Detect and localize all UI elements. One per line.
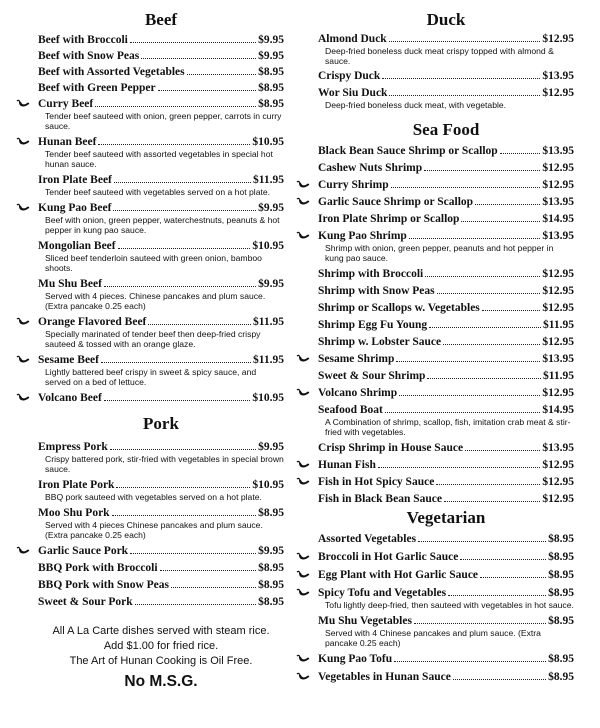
menu-item-line [318,458,574,472]
menu-item-line [318,475,574,489]
dot-leader [148,316,251,325]
dot-leader [135,596,256,605]
item-price: $13.95 [542,145,574,157]
menu-item [38,595,284,609]
menu-item [318,532,574,546]
dot-leader [429,319,541,328]
item-price: $8.95 [548,653,574,665]
dot-leader [95,98,256,107]
item-name: Mu Shu Vegetables [318,615,412,627]
item-description: Sliced beef tenderloin sauteed with green onion, bamboo shoots. [45,253,262,273]
item-name: Assorted Vegetables [318,533,417,545]
item-name: BBQ Pork with Snow Peas [38,579,169,591]
menu-item [318,386,574,400]
menu-item-line [38,353,284,367]
item-name: Almond Duck [318,33,387,45]
menu-item [318,69,574,83]
item-price: $11.95 [253,354,284,366]
footer-note: The Art of Hunan Cooking is Oil Free. [69,655,253,667]
item-name: Hunan Beef [38,136,97,148]
menu-item [38,315,284,349]
dot-leader [453,671,546,680]
menu-item-line [318,195,574,209]
item-price: $9.95 [258,50,284,62]
item-description: Deep-fried boneless duck meat, with vegetable. [325,100,507,110]
menu-item [318,318,574,332]
dot-leader [160,562,257,571]
dot-leader [448,587,546,596]
no-msg-label: No M.S.G. [124,673,198,690]
item-price: $11.95 [543,370,574,382]
menu-item [318,670,574,684]
item-price: $8.95 [258,82,284,94]
dot-leader [389,87,540,96]
item-description: Tender beef sauteed with onion, green pepper, carrots in curry sauce. [45,111,282,131]
hot-pepper-icon [296,353,312,365]
item-description: Served with 4 pieces Chinese pancakes and plum sauce. (Extra pancake 0.25 each) [45,520,263,540]
item-price: $8.95 [258,66,284,78]
menu-item-line [318,144,574,158]
hot-pepper-icon [296,476,312,488]
item-price: $12.95 [542,162,574,174]
menu-item [318,32,574,66]
item-name: Fish in Hot Spicy Sauce [318,476,435,488]
item-name: Spicy Tofu and Vegetables [318,587,447,599]
menu-item [318,369,574,383]
item-price: $12.95 [542,387,574,399]
section-title: Beef [144,10,178,29]
section-title: Pork [143,414,179,433]
menu-item-line [318,86,574,100]
menu-item-line [38,201,284,215]
menu-item-line [38,506,284,520]
menu-item [318,195,574,209]
dot-leader [500,145,541,154]
item-name: Egg Plant with Hot Garlic Sauce [318,569,479,581]
hot-pepper-icon [296,671,312,683]
item-name: Crispy Duck [318,70,381,82]
dot-leader [399,387,540,396]
item-price: $12.95 [542,33,574,45]
item-name: Volcano Beef [38,392,102,404]
menu-item-line [318,403,574,417]
dot-leader [460,551,546,560]
menu-item-line [318,229,574,243]
menu-item-line [318,284,574,298]
dot-leader [389,33,541,42]
item-price: $11.95 [543,319,574,331]
dot-leader [394,653,546,662]
dot-leader [130,545,256,554]
item-price: $8.95 [258,579,284,591]
hot-pepper-icon [296,551,312,563]
item-name: Iron Plate Shrimp or Scallop [318,213,460,225]
item-price: $9.95 [258,441,284,453]
item-price: $11.95 [253,174,284,186]
item-price: $14.95 [542,213,574,225]
dot-leader [114,174,251,183]
item-price: $12.95 [542,87,574,99]
item-price: $8.95 [258,507,284,519]
hot-pepper-icon [16,392,32,404]
item-name: Broccoli in Hot Garlic Sauce [318,551,459,563]
item-price: $10.95 [252,136,284,148]
menu-item-line [38,578,284,592]
item-price: $14.95 [542,404,574,416]
item-description: A Combination of shrimp, scallop, fish, imitation crab meat & stir-fried with vegetables. [325,417,571,437]
menu-item [318,352,574,366]
menu-item-line [318,586,574,600]
vegetarian-section [318,508,574,684]
item-description: Specially marinated of tender beef then deep-fried crispy sauteed & tossed with an orange glaze. [45,329,261,349]
menu-item [318,550,574,564]
menu-item [318,229,574,263]
item-name: Kung Pao Tofu [318,653,393,665]
item-name: Black Bean Sauce Shrimp or Scallop [318,145,498,157]
item-name: Shrimp or Scallops w. Vegetables [318,302,480,314]
item-price: $8.95 [258,596,284,608]
menu-item-line [318,318,574,332]
item-name: Mu Shu Beef [38,278,102,290]
item-name: Beef with Assorted Vegetables [38,66,185,78]
dot-leader [141,50,256,59]
dot-leader [110,441,256,450]
hot-pepper-icon [16,98,32,110]
menu-item [318,403,574,437]
menu-footer [38,624,284,691]
hot-pepper-icon [296,179,312,191]
item-name: Shrimp w. Lobster Sauce [318,336,442,348]
item-name: Beef with Green Pepper [38,82,156,94]
item-name: Beef with Broccoli [38,34,128,46]
duck-section [318,10,574,110]
menu-item-line [318,32,574,46]
item-name: Iron Plate Pork [38,479,115,491]
item-name: Iron Plate Beef [38,174,112,186]
menu-item [38,201,284,235]
item-name: Empress Pork [38,441,108,453]
menu-item-line [318,441,574,455]
menu-item [38,440,284,474]
menu-item-line [38,135,284,149]
item-description: Crispy battered pork, stir-fried with vegetables in special brown sauce. [45,454,284,474]
item-price: $13.95 [542,70,574,82]
hot-pepper-icon [296,230,312,242]
dot-leader [171,579,256,588]
menu-item [318,144,574,158]
hot-pepper-icon [296,569,312,581]
item-name: Shrimp with Broccoli [318,268,424,280]
item-name: Curry Beef [38,98,94,110]
menu-item-line [318,492,574,506]
hot-pepper-icon [296,587,312,599]
item-price: $9.95 [258,278,284,290]
pork-section [38,414,284,609]
dot-leader [104,392,251,401]
item-description: Tender beef sauteed with assorted vegetables in special hot hunan sauce. [45,149,273,169]
menu-item-line [318,267,574,281]
item-description: Served with 4 Chinese pancakes and plum sauce. (Extra pancake 0.25 each) [325,628,541,648]
item-name: Shrimp Egg Fu Young [318,319,428,331]
item-description: Served with 4 pieces. Chinese pancakes and plum sauce. (Extra pancake 0.25 each) [45,291,266,311]
item-name: Hunan Fish [318,459,376,471]
item-price: $13.95 [542,196,574,208]
item-name: Wor Siu Duck [318,87,388,99]
dot-leader [427,370,541,379]
item-price: $8.95 [548,587,574,599]
item-price: $12.95 [542,302,574,314]
hot-pepper-icon [16,202,32,214]
item-name: Sesame Shrimp [318,353,395,365]
menu-item [318,284,574,298]
dot-leader [118,240,251,249]
menu-item-line [38,561,284,575]
dot-leader [465,442,540,451]
hot-pepper-icon [296,653,312,665]
footer-note: Add $1.00 for fried rice. [103,640,219,652]
menu-item [38,239,284,273]
dot-leader [436,476,540,485]
item-price: $8.95 [258,562,284,574]
dot-leader [101,354,251,363]
menu-item-line [38,97,284,111]
menu-item-line [318,352,574,366]
menu-item [38,97,284,131]
item-description: Shrimp with onion, green pepper, peanuts and hot pepper in kung pao sauce. [325,243,554,263]
dot-leader [444,493,540,502]
menu-item-line [38,544,284,558]
menu-item [38,391,284,405]
menu-item-line [318,369,574,383]
item-name: Seafood Boat [318,404,383,416]
item-name: Orange Flavored Beef [38,316,147,328]
item-description: Beef with onion, green pepper, waterchestnuts, peanuts & hot pepper in kung pao sauce. [45,215,280,235]
dot-leader [475,196,540,205]
menu-item [318,335,574,349]
section-title: Duck [426,10,466,29]
hot-pepper-icon [16,316,32,328]
item-price: $8.95 [258,98,284,110]
item-price: $9.95 [258,202,284,214]
dot-leader [482,302,541,311]
menu-item-line [38,478,284,492]
item-price: $12.95 [542,179,574,191]
menu-item [318,568,574,582]
menu-item [38,277,284,311]
menu-item-line [38,173,284,187]
menu-item-line [38,33,284,47]
menu-item-line [318,670,574,684]
menu-item-line [318,532,574,546]
item-name: Sweet & Sour Shrimp [318,370,426,382]
menu-item [318,492,574,506]
item-name: Moo Shu Pork [38,507,110,519]
dot-leader [112,507,257,516]
menu-item-line [38,277,284,291]
item-name: Sesame Beef [38,354,99,366]
item-price: $8.95 [548,615,574,627]
item-description: Tofu lightly deep-fried, then sauteed with vegetables in hot sauce. [325,600,574,610]
dot-leader [480,569,546,578]
item-price: $12.95 [542,336,574,348]
dot-leader [116,479,250,488]
dot-leader [409,230,541,239]
item-name: Vegetables in Hunan Sauce [318,671,451,683]
item-price: $12.95 [542,459,574,471]
menu-item-line [318,161,574,175]
seafood-section [318,120,574,506]
menu-item [38,49,284,63]
section-title: Vegetarian [406,508,486,527]
dot-leader [396,353,540,362]
item-name: Crisp Shrimp in House Sauce [318,442,464,454]
item-description: Tender beef sauteed with vegetables served on a hot plate. [45,187,271,197]
dot-leader [385,404,541,413]
dot-leader [130,34,256,43]
dot-leader [113,202,256,211]
menu-item [38,33,284,47]
menu-item-line [318,178,574,192]
menu-item [38,353,284,387]
menu-item-line [318,568,574,582]
menu-item-line [38,65,284,79]
item-price: $8.95 [548,533,574,545]
item-price: $12.95 [542,476,574,488]
item-price: $13.95 [542,230,574,242]
item-price: $8.95 [548,569,574,581]
item-price: $13.95 [542,353,574,365]
item-price: $12.95 [542,285,574,297]
menu-item [38,135,284,169]
item-name: Mongolian Beef [38,240,116,252]
menu-item [318,586,574,610]
item-name: Fish in Black Bean Sauce [318,493,442,505]
item-name: Shrimp with Snow Peas [318,285,435,297]
dot-leader [391,179,541,188]
hot-pepper-icon [296,387,312,399]
menu-item-line [318,386,574,400]
menu-item [38,561,284,575]
menu-item [318,614,574,648]
dot-leader [425,268,540,277]
menu-item-line [38,595,284,609]
hot-pepper-icon [296,459,312,471]
menu-item [38,81,284,95]
menu-item-line [318,614,574,628]
menu-item [318,267,574,281]
item-name: Curry Shrimp [318,179,389,191]
section-title: Sea Food [412,120,480,139]
footer-note: All A La Carte dishes served with steam rice. [52,625,270,637]
menu-item [38,65,284,79]
menu-item-line [38,391,284,405]
menu-item-line [38,81,284,95]
menu-item-line [318,335,574,349]
item-name: Sweet & Sour Pork [38,596,133,608]
item-description: Lightly battered beef crispy in sweet & spicy sauce, and served on a bed of lettuce. [45,367,257,387]
dot-leader [418,533,546,542]
item-price: $12.95 [542,493,574,505]
menu-item [318,212,574,226]
menu-item [318,652,574,666]
menu-item-line [318,550,574,564]
menu-item [318,178,574,192]
dot-leader [414,615,546,624]
item-name: Beef with Snow Peas [38,50,140,62]
dot-leader [382,70,540,79]
menu-item-line [38,49,284,63]
menu-item [318,441,574,455]
item-name: Kung Pao Shrimp [318,230,407,242]
menu-item [38,478,284,502]
menu-item [318,458,574,472]
item-description: Deep-fried boneless duck meat crispy topped with almond & sauce. [325,46,554,66]
item-name: Kung Pao Beef [38,202,112,214]
item-name: Cashew Nuts Shrimp [318,162,423,174]
menu-item [38,578,284,592]
item-price: $13.95 [542,442,574,454]
menu-item [318,301,574,315]
menu-item [318,86,574,110]
item-name: Garlic Sauce Shrimp or Scallop [318,196,474,208]
item-name: BBQ Pork with Broccoli [38,562,158,574]
menu-item-line [318,212,574,226]
dot-leader [378,459,541,468]
dot-leader [104,278,256,287]
item-price: $9.95 [258,34,284,46]
item-price: $10.95 [252,240,284,252]
menu-item [38,506,284,540]
item-price: $10.95 [252,392,284,404]
menu-item [38,173,284,197]
dot-leader [424,162,540,171]
dot-leader [443,336,540,345]
hot-pepper-icon [296,196,312,208]
item-description: BBQ pork sauteed with vegetables served on a hot plate. [45,492,262,502]
dot-leader [187,66,257,75]
item-price: $11.95 [253,316,284,328]
dot-leader [437,285,541,294]
menu-item-line [318,301,574,315]
beef-section [38,10,284,405]
dot-leader [461,213,540,222]
item-price: $12.95 [542,268,574,280]
menu-item-line [38,239,284,253]
hot-pepper-icon [16,545,32,557]
menu-item-line [318,652,574,666]
menu-item-line [38,440,284,454]
item-name: Garlic Sauce Pork [38,545,129,557]
item-price: $9.95 [258,545,284,557]
item-price: $8.95 [548,551,574,563]
menu-item-line [318,69,574,83]
item-price: $10.95 [252,479,284,491]
hot-pepper-icon [16,136,32,148]
item-price: $8.95 [548,671,574,683]
menu-item [38,544,284,558]
hot-pepper-icon [16,354,32,366]
dot-leader [158,82,256,91]
item-name: Volcano Shrimp [318,387,398,399]
menu-item [318,475,574,489]
dot-leader [98,136,250,145]
menu-item-line [38,315,284,329]
menu-item [318,161,574,175]
